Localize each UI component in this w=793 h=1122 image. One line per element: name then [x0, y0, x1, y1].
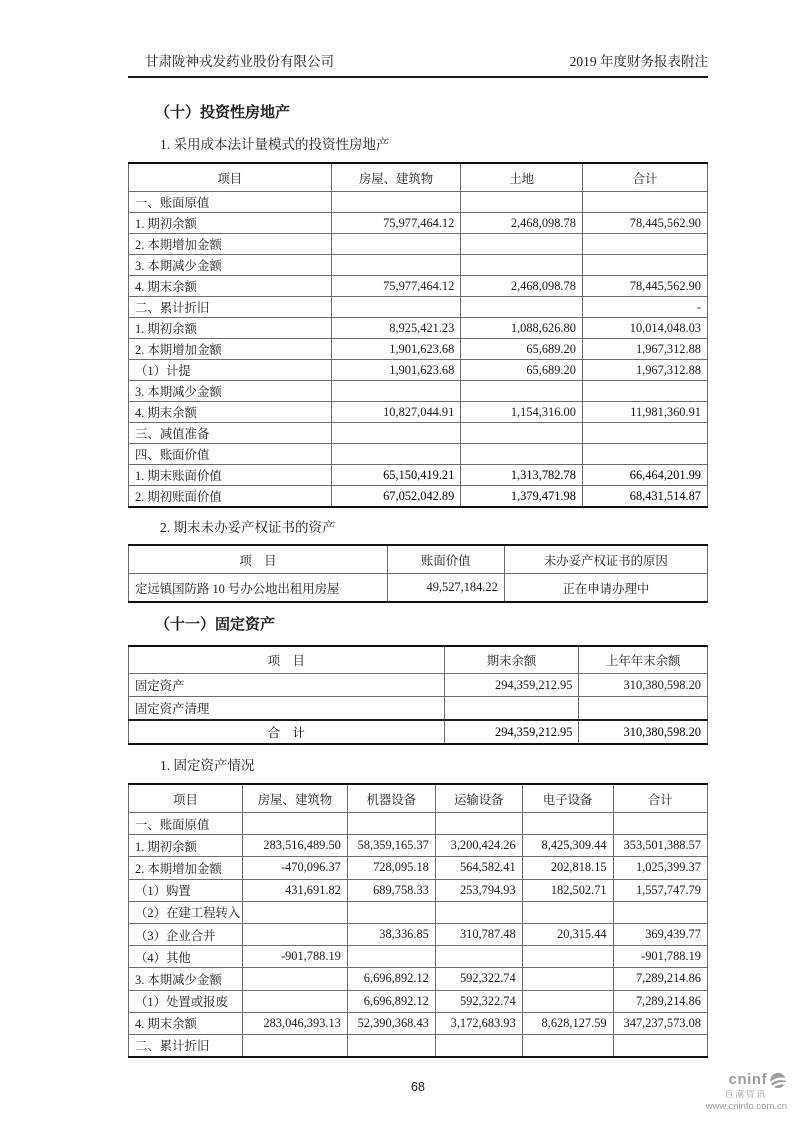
- table-cell: [461, 444, 583, 465]
- table-row: [129, 879, 708, 901]
- table-cell: 合 计: [129, 720, 445, 744]
- table-cell: 20,315.44: [522, 923, 613, 945]
- table-cell: （1）计提: [129, 360, 332, 381]
- table-cell: [347, 901, 435, 923]
- table-cell: [461, 255, 583, 276]
- table-cell: 1,557,747.79: [613, 879, 707, 901]
- table-cell: [582, 234, 707, 255]
- column-header: 项目: [129, 163, 332, 192]
- table-cell: [461, 297, 583, 318]
- investment-property-table: [128, 162, 708, 508]
- table-cell: [243, 901, 348, 923]
- table-row: [129, 192, 708, 213]
- table-row: [129, 339, 708, 360]
- table-cell: 78,445,562.90: [582, 213, 707, 234]
- table-cell: 592,322.74: [435, 968, 522, 990]
- table-cell: 66,464,201.99: [582, 465, 707, 486]
- table-cell: 52,390,368.43: [347, 1012, 435, 1034]
- column-header: 期末余额: [444, 646, 579, 674]
- table-cell: 1,901,623.68: [331, 360, 461, 381]
- table-cell: 7,289,214.86: [613, 968, 707, 990]
- table-cell: 310,787.48: [435, 923, 522, 945]
- table-cell: 一、账面原值: [129, 192, 332, 213]
- table-row: [129, 360, 708, 381]
- table-cell: 1. 期初余额: [129, 318, 332, 339]
- table-cell: [435, 1034, 522, 1057]
- table-cell: 8,628,127.59: [522, 1012, 613, 1034]
- table-cell: 二、累计折旧: [129, 1034, 243, 1057]
- table-cell: 1. 期初余额: [129, 213, 332, 234]
- table-header-row: [129, 646, 708, 674]
- column-header: 房屋、建筑物: [331, 163, 461, 192]
- table-row: [129, 318, 708, 339]
- table-cell: [243, 813, 348, 835]
- table-cell: 202,818.15: [522, 857, 613, 879]
- fixed-assets-detail-table: [128, 783, 708, 1058]
- column-header: 运输设备: [435, 784, 522, 813]
- table-cell: 10,827,044.91: [331, 402, 461, 423]
- table-cell: [347, 946, 435, 968]
- table-row: [129, 901, 708, 923]
- table-cell: （1）购置: [129, 879, 243, 901]
- table-cell: 75,977,464.12: [331, 213, 461, 234]
- cninfo-logo: [706, 1072, 787, 1112]
- table-cell: 65,689.20: [461, 360, 583, 381]
- table-cell: （4）其他: [129, 946, 243, 968]
- table-row: [129, 402, 708, 423]
- table-cell: 1. 期初余额: [129, 835, 243, 857]
- logo-brand-text: cninf: [728, 1071, 767, 1089]
- table-cell: 2,468,098.78: [461, 213, 583, 234]
- table-cell: 689,758.33: [347, 879, 435, 901]
- table-row: [129, 465, 708, 486]
- table-row: [129, 697, 708, 721]
- column-header: 上年年末余额: [579, 646, 708, 674]
- table-cell: 310,380,598.20: [579, 720, 708, 744]
- table-row: [129, 381, 708, 402]
- table-cell: [522, 1034, 613, 1057]
- column-header: 土地: [461, 163, 583, 192]
- table-cell: 7,289,214.86: [613, 990, 707, 1012]
- table-cell: 四、账面价值: [129, 444, 332, 465]
- table-cell: [331, 234, 461, 255]
- table-row: [129, 234, 708, 255]
- column-header: 项 目: [129, 545, 388, 574]
- table-cell: 369,439.77: [613, 923, 707, 945]
- table-cell: 1,379,471.98: [461, 486, 583, 508]
- table-cell: 固定资产: [129, 674, 445, 697]
- table-row: [129, 835, 708, 857]
- table-cell: [461, 381, 583, 402]
- doc-title: 2019 年度财务报表附注: [569, 54, 708, 69]
- column-header: 合计: [582, 163, 707, 192]
- table-cell: 6,696,892.12: [347, 968, 435, 990]
- table-cell: 1,088,626.80: [461, 318, 583, 339]
- table-cell: 283,516,489.50: [243, 835, 348, 857]
- table-cell: 4. 期末余额: [129, 1012, 243, 1034]
- table-cell: 1,025,399.37: [613, 857, 707, 879]
- table-cell: [613, 813, 707, 835]
- table-row: [129, 968, 708, 990]
- table-row: [129, 444, 708, 465]
- table-cell: 3. 本期减少金额: [129, 255, 332, 276]
- table-cell: 8,425,309.44: [522, 835, 613, 857]
- table-cell: 6,696,892.12: [347, 990, 435, 1012]
- table-cell: [582, 192, 707, 213]
- company-name: 甘肃陇神戎发药业股份有限公司: [145, 54, 334, 69]
- table-cell: [243, 990, 348, 1012]
- table-cell: [522, 990, 613, 1012]
- table-cell: [331, 297, 461, 318]
- table-cell: （3）企业合并: [129, 923, 243, 945]
- table-cell: [613, 901, 707, 923]
- table-row: [129, 486, 708, 508]
- table-cell: [243, 1034, 348, 1057]
- table-cell: 294,359,212.95: [444, 674, 579, 697]
- table-cell: 78,445,562.90: [582, 276, 707, 297]
- table-cell: 8,925,421.23: [331, 318, 461, 339]
- table-cell: 2. 本期增加金额: [129, 857, 243, 879]
- table-row: [129, 423, 708, 444]
- table-cell: 2. 本期增加金额: [129, 339, 332, 360]
- column-header: 机器设备: [347, 784, 435, 813]
- column-header: 合计: [613, 784, 707, 813]
- table-cell: 728,095.18: [347, 857, 435, 879]
- table-cell: [582, 381, 707, 402]
- table-cell: -901,788.19: [243, 946, 348, 968]
- table-cell: 592,322.74: [435, 990, 522, 1012]
- table-cell: [582, 255, 707, 276]
- table-cell: 3,172,683.93: [435, 1012, 522, 1034]
- table-header-row: [129, 163, 708, 192]
- table-cell: -: [582, 297, 707, 318]
- table-cell: [331, 192, 461, 213]
- table-cell: 三、减值准备: [129, 423, 332, 444]
- table-cell: [331, 444, 461, 465]
- table-cell: 4. 期末余额: [129, 402, 332, 423]
- table-row: [129, 574, 708, 603]
- table-cell: 4. 期末余额: [129, 276, 332, 297]
- table-cell: [579, 697, 708, 721]
- table-cell: [331, 255, 461, 276]
- table-cell: 固定资产清理: [129, 697, 445, 721]
- column-header: 账面价值: [387, 545, 504, 574]
- subsection-fixed-assets-detail: 1. 固定资产情况: [160, 758, 255, 773]
- table-cell: [243, 923, 348, 945]
- table-cell: 68,431,514.87: [582, 486, 707, 508]
- table-cell: [347, 1034, 435, 1057]
- table-cell: [522, 968, 613, 990]
- logo-url: www.cninfo.com.cn: [705, 1100, 787, 1112]
- section-title-investment-property: （十）投资性房地产: [155, 105, 291, 121]
- table-cell: 3. 本期减少金额: [129, 381, 332, 402]
- table-cell: 2. 本期增加金额: [129, 234, 332, 255]
- table-cell: （1）处置或报废: [129, 990, 243, 1012]
- table-cell: [461, 234, 583, 255]
- table-cell: 3. 本期减少金额: [129, 968, 243, 990]
- column-header: 电子设备: [522, 784, 613, 813]
- table-cell: 310,380,598.20: [579, 674, 708, 697]
- table-cell: 一、账面原值: [129, 813, 243, 835]
- subsection-cost-method: 1. 采用成本法计量模式的投资性房地产: [160, 137, 390, 152]
- table-cell: 347,237,573.08: [613, 1012, 707, 1034]
- table-cell: [243, 968, 348, 990]
- table-cell: [435, 901, 522, 923]
- table-header-row: [129, 784, 708, 813]
- section-title-fixed-assets: （十一）固定资产: [155, 617, 276, 633]
- table-cell: 65,689.20: [461, 339, 583, 360]
- table-cell: 58,359,165.37: [347, 835, 435, 857]
- table-header-row: [129, 545, 708, 574]
- column-header: 房屋、建筑物: [243, 784, 348, 813]
- table-row: [129, 720, 708, 744]
- logo-chinese-name: 巨潮资讯: [724, 1089, 767, 1100]
- table-row: [129, 813, 708, 835]
- table-cell: 65,150,419.21: [331, 465, 461, 486]
- table-cell: [582, 423, 707, 444]
- table-row: [129, 213, 708, 234]
- column-header: 项 目: [129, 646, 445, 674]
- table-cell: 1. 期末账面价值: [129, 465, 332, 486]
- document-header: [128, 0, 708, 78]
- table-row: [129, 990, 708, 1012]
- table-cell: 1,901,623.68: [331, 339, 461, 360]
- fixed-assets-summary-table: [128, 645, 708, 745]
- table-cell: 正在申请办理中: [504, 574, 707, 603]
- column-header: 项目: [129, 784, 243, 813]
- table-cell: 431,691.82: [243, 879, 348, 901]
- table-cell: 1,154,316.00: [461, 402, 583, 423]
- table-cell: [613, 1034, 707, 1057]
- table-cell: [522, 901, 613, 923]
- table-cell: [435, 946, 522, 968]
- table-row: [129, 1012, 708, 1034]
- table-row: [129, 923, 708, 945]
- table-cell: 10,014,048.03: [582, 318, 707, 339]
- table-cell: 1,967,312.88: [582, 339, 707, 360]
- table-row: [129, 857, 708, 879]
- table-cell: [461, 423, 583, 444]
- table-cell: 定远镇国防路 10 号办公地出租用房屋: [129, 574, 388, 603]
- table-cell: 1,313,782.78: [461, 465, 583, 486]
- table-cell: 3,200,424.26: [435, 835, 522, 857]
- table-cell: 二、累计折旧: [129, 297, 332, 318]
- table-cell: 67,052,042.89: [331, 486, 461, 508]
- page-number: 68: [411, 1080, 425, 1095]
- table-cell: [331, 381, 461, 402]
- table-cell: -470,096.37: [243, 857, 348, 879]
- table-cell: 253,794.93: [435, 879, 522, 901]
- table-cell: [331, 423, 461, 444]
- table-cell: 2,468,098.78: [461, 276, 583, 297]
- table-cell: 2. 期初账面价值: [129, 486, 332, 508]
- table-cell: [522, 813, 613, 835]
- table-row: [129, 1034, 708, 1057]
- table-cell: 75,977,464.12: [331, 276, 461, 297]
- table-cell: -901,788.19: [613, 946, 707, 968]
- table-cell: [444, 697, 579, 721]
- table-cell: 564,582.41: [435, 857, 522, 879]
- table-cell: 11,981,360.91: [582, 402, 707, 423]
- unregistered-property-table: [128, 544, 708, 603]
- table-cell: [461, 192, 583, 213]
- table-row: [129, 255, 708, 276]
- table-cell: [347, 813, 435, 835]
- table-cell: [522, 946, 613, 968]
- table-cell: 38,336.85: [347, 923, 435, 945]
- table-row: [129, 276, 708, 297]
- subsection-unregistered-assets: 2. 期末未办妥产权证书的资产: [160, 520, 336, 535]
- table-cell: 49,527,184.22: [387, 574, 504, 603]
- column-header: 未办妥产权证书的原因: [504, 545, 707, 574]
- table-cell: [435, 813, 522, 835]
- table-cell: 283,046,393.13: [243, 1012, 348, 1034]
- table-cell: 353,501,388.57: [613, 835, 707, 857]
- table-row: [129, 946, 708, 968]
- table-cell: 294,359,212.95: [444, 720, 579, 744]
- table-cell: （2）在建工程转入: [129, 901, 243, 923]
- table-cell: 1,967,312.88: [582, 360, 707, 381]
- cninfo-swirl-icon: [769, 1072, 787, 1089]
- table-cell: 182,502.71: [522, 879, 613, 901]
- table-row: [129, 674, 708, 697]
- table-row: [129, 297, 708, 318]
- table-cell: [582, 444, 707, 465]
